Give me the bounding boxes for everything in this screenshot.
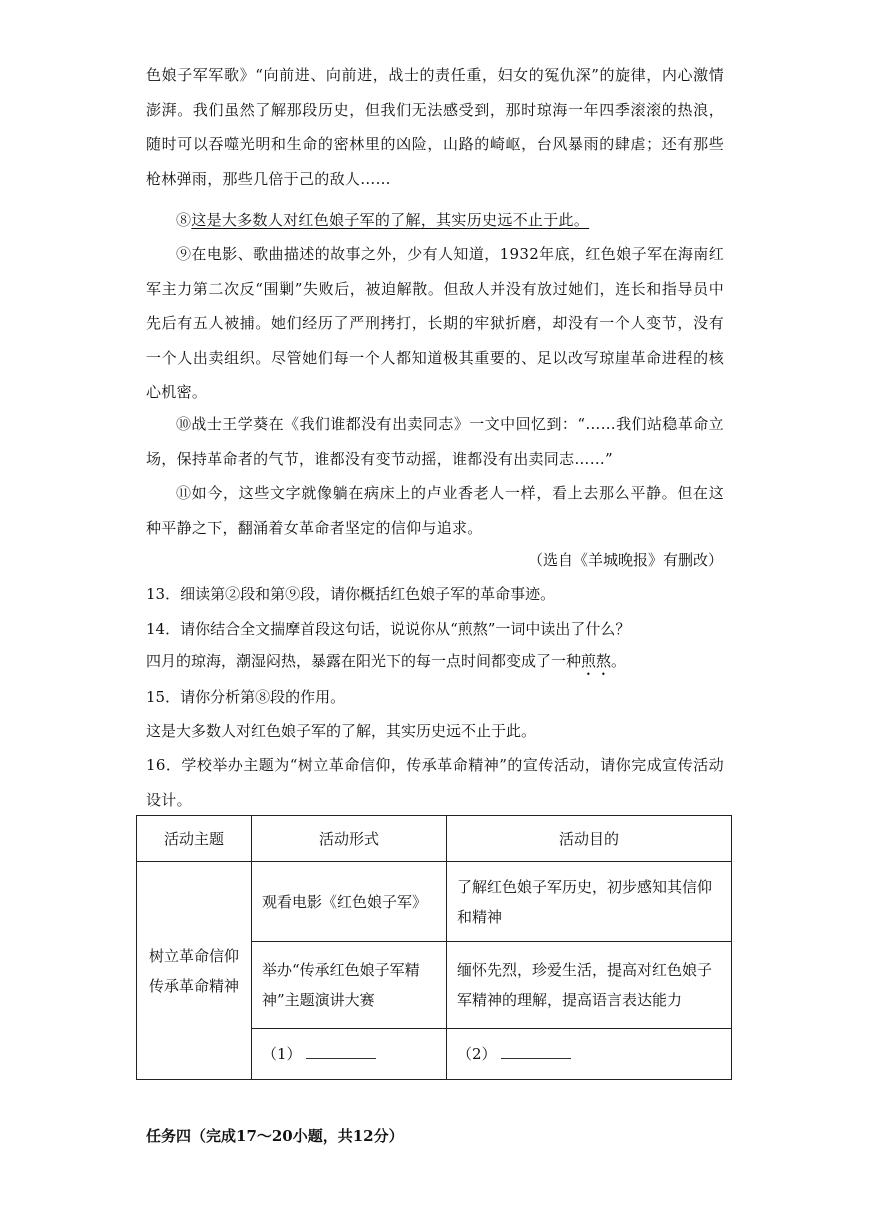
- question-14-quote: [146, 650, 736, 679]
- answer-label-2: （2）: [457, 1045, 497, 1063]
- purpose-cell: 了解红色娘子军历史，初步感知其信仰和精神: [447, 862, 732, 942]
- answer-blank-1[interactable]: [306, 1044, 376, 1059]
- question-13: 13．细读第②段和第⑨段，请你概括红色娘子军的革命事迹。: [146, 585, 556, 603]
- question-15-quote: 这是大多数人对红色娘子军的了解，其实历史远不止于此。: [146, 722, 537, 740]
- question-15: 15．请你分析第⑧段的作用。: [146, 688, 346, 706]
- task-4-heading: 任务四（完成17～20小题，共12分）: [146, 1127, 404, 1145]
- theme-line-2: 传承革命精神: [148, 976, 239, 995]
- form-cell: 举办“传承红色娘子军精神”主题演讲大赛: [252, 942, 447, 1029]
- activity-design-table: [136, 815, 732, 1080]
- purpose-cell: 缅怀先烈，珍爱生活，提高对红色娘子军精神的理解，提高语言表达能力: [447, 942, 732, 1029]
- table-header-row: [137, 816, 732, 862]
- header-theme: 活动主题: [137, 816, 252, 862]
- paragraph-8: [146, 203, 724, 238]
- theme-line-1: 树立革命信仰: [148, 946, 239, 965]
- paragraph-7: 色娘子军军歌》“向前进、向前进，战士的责任重，妇女的冤仇深”的旋律，内心激情澎湃。我们虽然了解那段历史，但我们无法感受到，那时琼海一年四季滚滚的热浪，随时可以吞噬光明和生命的密林里的凶险，山路的崎岖，台风暴雨的肆虐；还有那些枪林弹雨，那些几倍于己的敌人……: [146, 66, 724, 188]
- header-form: 活动形式: [252, 816, 447, 862]
- paragraph-8-number: ⑧: [176, 211, 192, 229]
- header-purpose: 活动目的: [447, 816, 732, 862]
- answer-cell-1[interactable]: [252, 1029, 447, 1080]
- form-cell: 观看电影《红色娘子军》: [252, 862, 447, 942]
- source-citation: （选自《羊城晚报》有删改）: [527, 551, 723, 569]
- quote-text: 四月的琼海，潮湿闷热，暴露在阳光下的每一点时间都变成了一种: [146, 652, 582, 670]
- answer-label-1: （1）: [262, 1045, 302, 1063]
- answer-cell-2[interactable]: [447, 1029, 732, 1080]
- question-14: 14．请你结合全文揣摩首段这句话，说说你从“煎熬”一词中读出了什么？: [146, 620, 631, 638]
- question-16: 16．学校举办主题为“树立革命信仰，传承革命精神”的宣传活动，请你完成宣传活动设计。: [146, 756, 724, 809]
- theme-cell: [137, 862, 252, 1080]
- paragraph-9: ⑨在电影、歌曲描述的故事之外，少有人知道，1932年底，红色娘子军在海南红军主力第二次反“围剿”失败后，被迫解散。但敌人并没有放过她们，连长和指导员中先后有五人被捕。她们经历了严刑拷打，长期的牢狱折磨，却没有一个人变节，没有一个人出卖组织。尽管她们每一个人都知道极其重要的、足以改写琼崖革命进程的核心机密。: [146, 245, 724, 401]
- paragraph-8-underlined: 这是大多数人对红色娘子军的了解，其实历史远不止于此。: [191, 211, 590, 229]
- quote-end: 。: [611, 652, 627, 670]
- emphasized-word: 煎熬: [581, 652, 612, 670]
- table-row: [137, 862, 732, 942]
- paragraph-10: ⑩战士王学葵在《我们谁都没有出卖同志》一文中回忆到：“……我们站稳革命立场，保持革命者的气节，谁都没有变节动摇，谁都没有出卖同志……”: [146, 415, 724, 468]
- answer-blank-2[interactable]: [501, 1044, 571, 1059]
- paragraph-11: ⑪如今，这些文字就像躺在病床上的卢业香老人一样，看上去那么平静。但在这种平静之下，翻涌着女革命者坚定的信仰与追求。: [146, 484, 724, 537]
